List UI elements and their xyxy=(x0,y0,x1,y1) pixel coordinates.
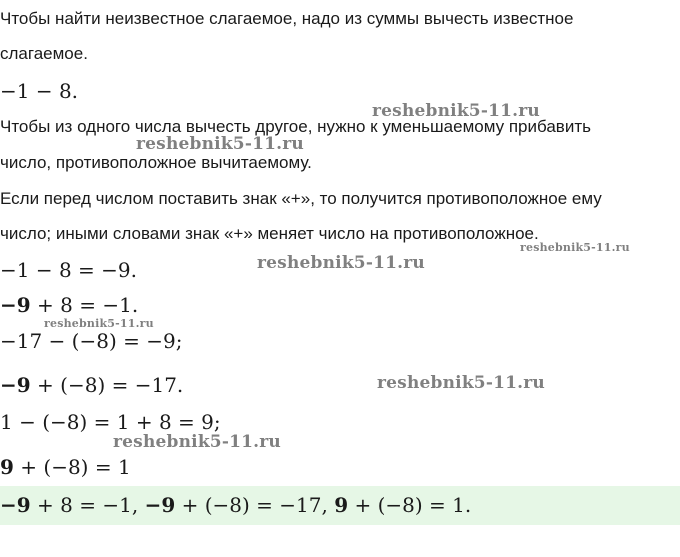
watermark: reshebnik5-11.ru xyxy=(113,432,281,452)
math-rest: + (−8) = 1. xyxy=(348,493,472,517)
math-expression xyxy=(0,373,183,397)
math-expression: 1 − (−8) = 1 + 8 = 9; xyxy=(0,410,221,434)
watermark: reshebnik5-11.ru xyxy=(136,134,304,154)
math-expression: −1 − 8 = −9. xyxy=(0,258,137,282)
rule-text-line: число; иными словами знак «+» меняет число на противоположное. xyxy=(0,224,539,243)
math-expression: −17 − (−8) = −9; xyxy=(0,329,183,353)
math-expression xyxy=(0,293,138,317)
watermark: reshebnik5-11.ru xyxy=(372,101,540,121)
rule-text-line: число, противоположное вычитаемому. xyxy=(0,153,312,172)
rule-text-line: слагаемое. xyxy=(0,44,88,63)
rule-text-line: Если перед числом поставить знак «+», то получится противоположное ему xyxy=(0,189,602,208)
bold-term: −9 xyxy=(0,293,31,317)
watermark: reshebnik5-11.ru xyxy=(257,253,425,273)
bold-term: −9 xyxy=(0,373,31,397)
math-rest: + (−8) = −17. xyxy=(30,373,184,397)
rule-text-line: Чтобы найти неизвестное слагаемое, надо из суммы вычесть известное xyxy=(0,9,574,28)
rule-text-line: Чтобы из одного числа вычесть другое, нужно к уменьшаемому прибавить xyxy=(0,117,591,136)
watermark: reshebnik5-11.ru xyxy=(44,317,154,330)
bold-term: −9 xyxy=(144,493,176,517)
math-expression xyxy=(0,455,131,479)
math-rest: + 8 = −1. xyxy=(30,293,139,317)
answer-expression xyxy=(0,493,471,517)
bold-term: 9 xyxy=(334,493,349,517)
bold-term: 9 xyxy=(0,455,14,479)
math-rest: + (−8) = 1 xyxy=(13,455,131,479)
math-expression: −1 − 8. xyxy=(0,79,79,103)
math-rest: + (−8) = −17, xyxy=(175,493,335,517)
math-rest: + 8 = −1, xyxy=(30,493,145,517)
watermark: reshebnik5-11.ru xyxy=(520,241,630,254)
watermark: reshebnik5-11.ru xyxy=(377,373,545,393)
bold-term: −9 xyxy=(0,493,31,517)
